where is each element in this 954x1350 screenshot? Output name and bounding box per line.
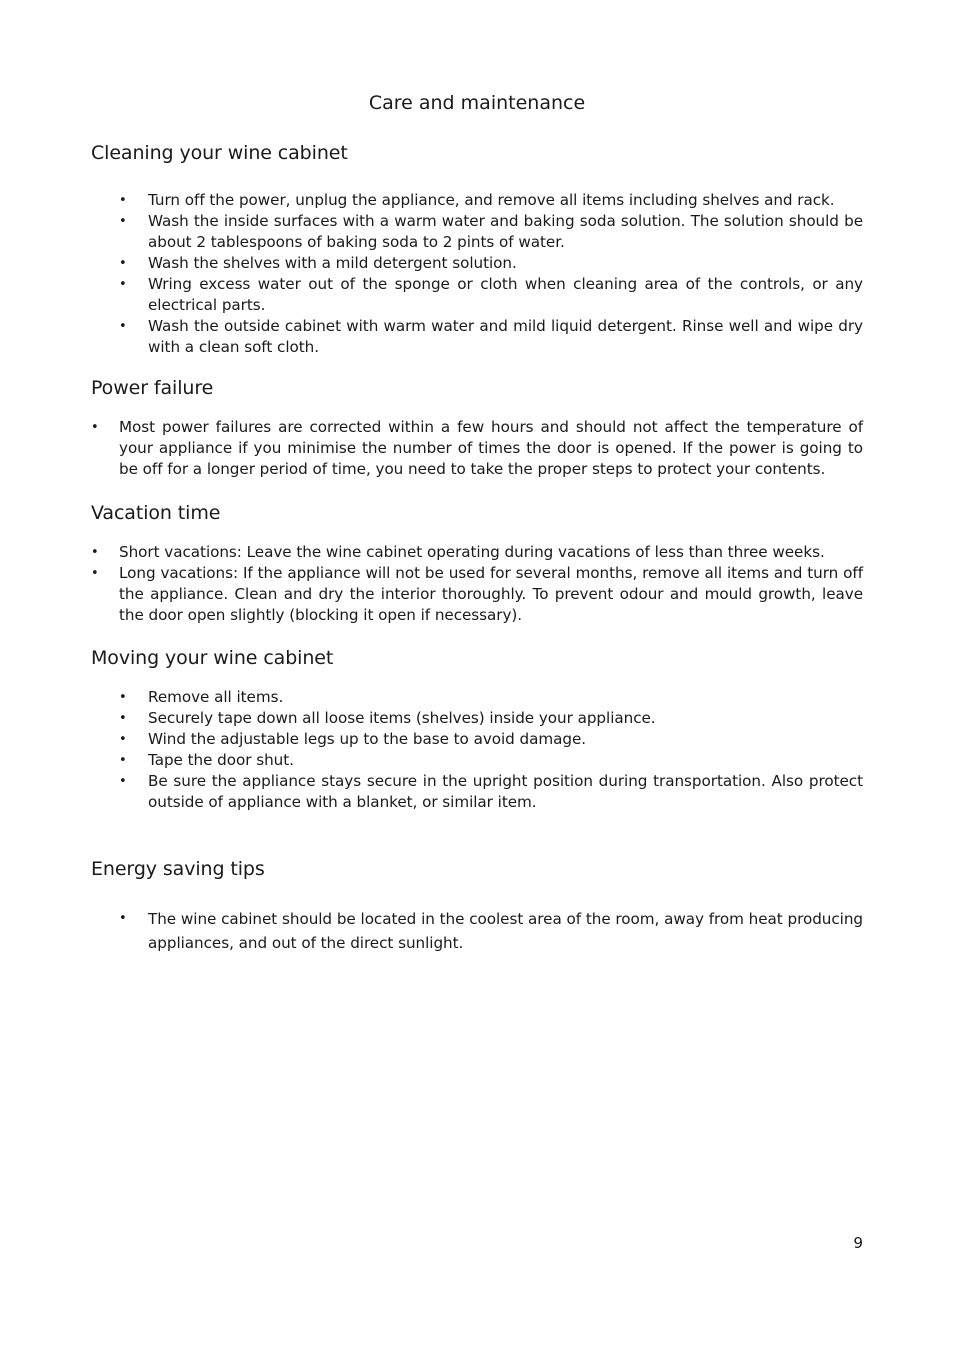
list-item <box>91 417 863 480</box>
list-item <box>91 190 863 211</box>
section-heading-cleaning: Cleaning your wine cabinet <box>91 142 348 164</box>
bullet-icon: • <box>119 774 127 789</box>
list-item <box>91 563 863 626</box>
list-item <box>91 253 863 274</box>
bullet-icon: • <box>119 256 127 271</box>
power-failure-list <box>91 417 863 480</box>
bullet-icon: • <box>91 545 99 560</box>
bullet-icon: • <box>119 711 127 726</box>
list-item <box>91 907 863 955</box>
list-item <box>91 729 863 750</box>
bullet-icon: • <box>119 732 127 747</box>
list-item <box>91 708 863 729</box>
bullet-icon: • <box>119 277 127 292</box>
section-moving <box>91 645 863 813</box>
list-item-text: Tape the door shut. <box>148 751 294 769</box>
list-item-text: Wash the shelves with a mild detergent solution. <box>148 254 517 272</box>
list-item-text: The wine cabinet should be located in the coolest area of the room, away from heat producing appliances, and out of the direct sunlight. <box>148 910 863 952</box>
bullet-icon: • <box>119 911 127 926</box>
vacation-list <box>91 542 863 626</box>
list-item-text: Most power failures are corrected within a few hours and should not affect the temperature of your appliance if you minimise the number of times the door is opened. If the power is going to be off for a longer period of time, you need to take the proper steps to protect your contents. <box>119 418 863 478</box>
list-item-text: Turn off the power, unplug the appliance, and remove all items including shelves and rack. <box>148 191 835 209</box>
section-power-failure <box>91 375 863 480</box>
list-item-text: Wind the adjustable legs up to the base to avoid damage. <box>148 730 587 748</box>
section-heading-power-failure: Power failure <box>91 377 214 399</box>
list-item-text: Wring excess water out of the sponge or cloth when cleaning area of the controls, or any electrical parts. <box>148 275 863 314</box>
section-vacation-time <box>91 500 863 626</box>
section-heading-energy-saving: Energy saving tips <box>91 858 265 880</box>
list-item-text: Securely tape down all loose items (shelves) inside your appliance. <box>148 709 656 727</box>
bullet-icon: • <box>119 690 127 705</box>
bullet-icon: • <box>119 319 127 334</box>
list-item <box>91 542 863 563</box>
bullet-icon: • <box>91 420 99 435</box>
list-item-text: Wash the outside cabinet with warm water and mild liquid detergent. Rinse well and wipe dry with a clean soft cloth. <box>148 317 863 356</box>
bullet-icon: • <box>119 753 127 768</box>
bullet-icon: • <box>91 566 99 581</box>
bullet-icon: • <box>119 193 127 208</box>
list-item-text: Remove all items. <box>148 688 284 706</box>
list-item-text: Short vacations: Leave the wine cabinet operating during vacations of less than three weeks. <box>119 543 825 561</box>
energy-saving-list <box>91 907 863 955</box>
section-heading-moving: Moving your wine cabinet <box>91 647 334 669</box>
section-cleaning <box>91 140 863 358</box>
list-item <box>91 750 863 771</box>
cleaning-list <box>91 190 863 358</box>
list-item-text: Be sure the appliance stays secure in the upright position during transportation. Also protect outside of appliance with a blanket, or similar item. <box>148 772 863 811</box>
list-item <box>91 211 863 253</box>
list-item-text: Wash the inside surfaces with a warm water and baking soda solution. The solution should be about 2 tablespoons of baking soda to 2 pints of water. <box>148 212 863 251</box>
list-item <box>91 316 863 358</box>
list-item-text: Long vacations: If the appliance will not be used for several months, remove all items and turn off the appliance. Clean and dry the interior thoroughly. To prevent odour and mould growth, leave the door open slightly (blocking it open if necessary). <box>119 564 863 624</box>
list-item <box>91 274 863 316</box>
moving-list <box>91 687 863 813</box>
section-heading-vacation-time: Vacation time <box>91 502 221 524</box>
page-title: Care and maintenance <box>368 92 586 114</box>
list-item <box>91 687 863 708</box>
section-energy-saving <box>91 856 863 955</box>
page-number: 9 <box>853 1234 863 1252</box>
list-item <box>91 771 863 813</box>
bullet-icon: • <box>119 214 127 229</box>
